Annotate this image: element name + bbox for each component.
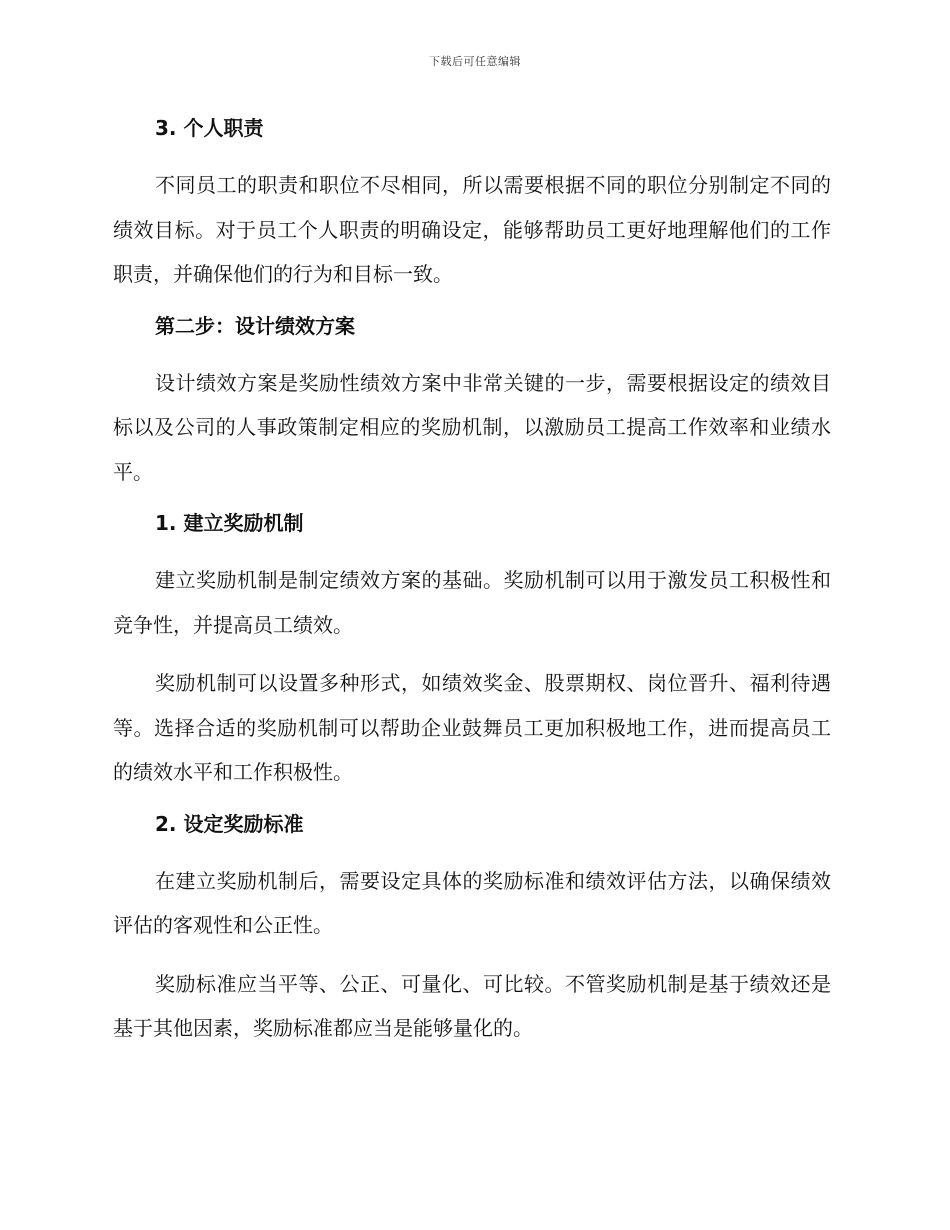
paragraph: 在建立奖励机制后，需要设定具体的奖励标准和绩效评估方法，以确保绩效评估的客观性和公正性。 bbox=[113, 868, 831, 937]
document-body bbox=[113, 113, 831, 1051]
section-heading: 3. 个人职责 bbox=[155, 116, 264, 140]
paragraph: 不同员工的职责和职位不尽相同，所以需要根据不同的职位分别制定不同的绩效目标。对于员工个人职责的明确设定，能够帮助员工更好地理解他们的工作职责，并确保他们的行为和目标一致。 bbox=[113, 173, 831, 286]
paragraph: 建立奖励机制是制定绩效方案的基础。奖励机制可以用于激发员工积极性和竞争性，并提高员工绩效。 bbox=[113, 568, 831, 637]
section-heading: 第二步：设计绩效方案 bbox=[155, 313, 355, 338]
paragraph: 奖励机制可以设置多种形式，如绩效奖金、股票期权、岗位晋升、福利待遇等。选择合适的奖励机制可以帮助企业鼓舞员工更加积极地工作，进而提高员工的绩效水平和工作积极性。 bbox=[113, 671, 831, 784]
paragraph: 奖励标准应当平等、公正、可量化、可比较。不管奖励机制是基于绩效还是基于其他因素，奖励标准都应当是能够量化的。 bbox=[113, 971, 831, 1040]
paragraph: 设计绩效方案是奖励性绩效方案中非常关键的一步，需要根据设定的绩效目标以及公司的人事政策制定相应的奖励机制，以激励员工提高工作效率和业绩水平。 bbox=[113, 370, 831, 484]
page-header: 下载后可任意编辑 bbox=[429, 55, 521, 68]
section-heading: 1. 建立奖励机制 bbox=[155, 511, 304, 535]
section-heading: 2. 设定奖励标准 bbox=[155, 811, 304, 836]
